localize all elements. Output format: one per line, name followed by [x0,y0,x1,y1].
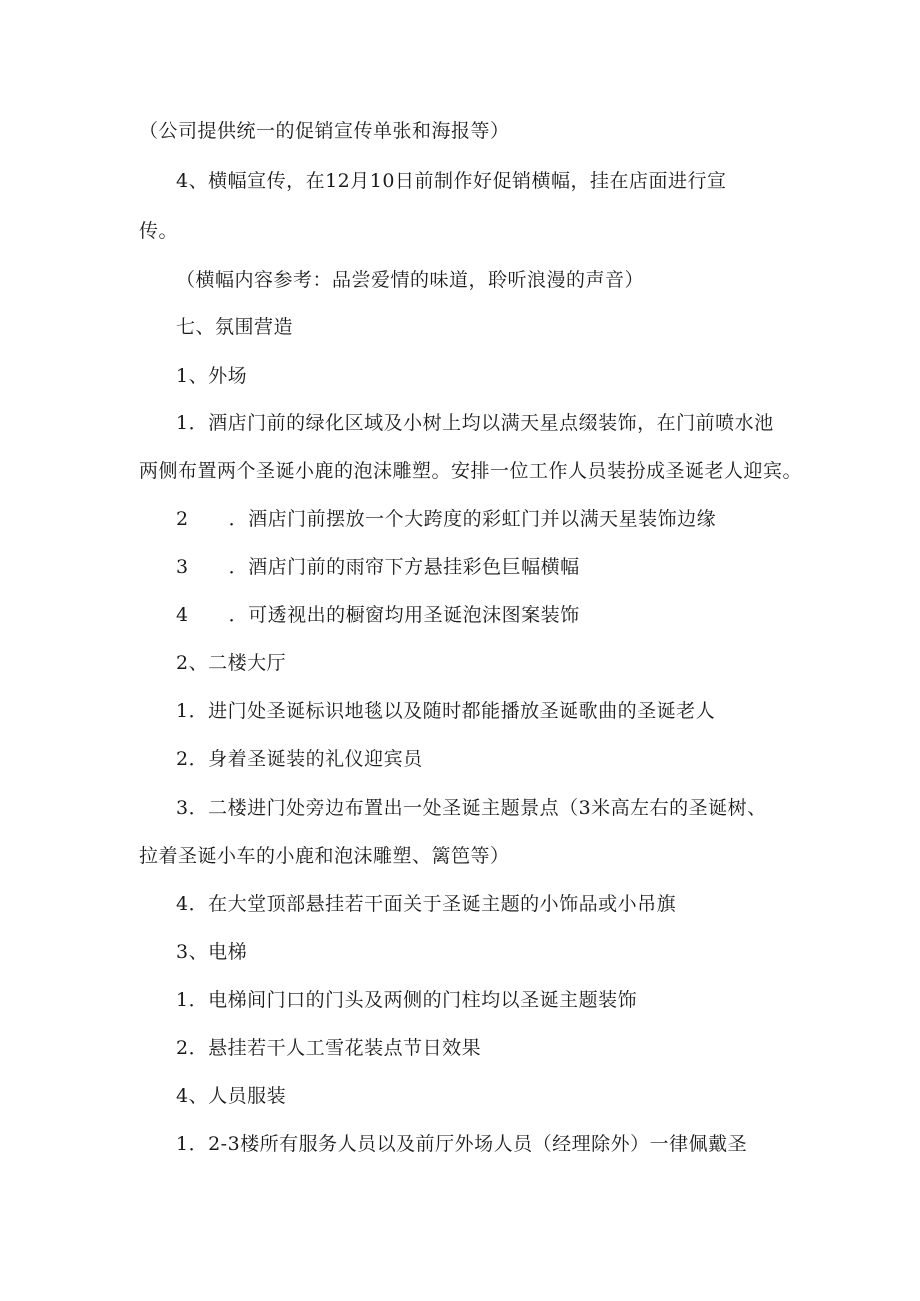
paragraph-line: 拉着圣诞小车的小鹿和泡沫雕塑、篱笆等） [139,845,510,867]
paragraph-line: 两侧布置两个圣诞小鹿的泡沫雕塑。安排一位工作人员装扮成圣诞老人迎宾。 [139,460,803,482]
subsection-heading: 4、人员服装 [176,1085,287,1107]
subsection-heading: 1、外场 [176,365,248,387]
section-heading: 七、氛围营造 [176,316,294,338]
list-item: 1．进门处圣诞标识地毯以及随时都能播放圣诞歌曲的圣诞老人 [176,700,716,722]
paragraph-line: 4、横幅宣传，在12月10日前制作好促销横幅，挂在店面进行宣 [176,170,727,192]
list-item: 2．身着圣诞装的礼仪迎宾员 [176,748,423,770]
list-text: ．可透视出的橱窗均用圣诞泡沫图案装饰 [228,604,580,626]
list-item: 1．电梯间门口的门头及两侧的门柱均以圣诞主题装饰 [176,989,638,1011]
list-item [176,603,580,627]
paragraph-line: 传。 [139,220,179,242]
list-number: 4 [176,604,189,626]
list-item [176,507,716,531]
paragraph-line: （横幅内容参考：品尝爱情的味道，聆听浪漫的声音） [176,269,645,291]
list-text: ．酒店门前的雨帘下方悬挂彩色巨幅横幅 [228,556,580,578]
list-item: 3．二楼进门处旁边布置出一处圣诞主题景点（3米高左右的圣诞树、 [176,797,767,819]
list-item: 4．在大堂顶部悬挂若干面关于圣诞主题的小饰品或小吊旗 [176,893,677,915]
subsection-heading: 3、电梯 [176,941,248,963]
subsection-heading: 2、二楼大厅 [176,652,287,674]
list-text: ．酒店门前摆放一个大跨度的彩虹门并以满天星装饰边缘 [228,508,717,530]
paragraph-line: （公司提供统一的促销宣传单张和海报等） [139,120,510,142]
list-number: 3 [176,556,189,578]
list-item: 1．2-3楼所有服务人员以及前厅外场人员（经理除外）一律佩戴圣 [176,1133,748,1155]
paragraph-line: 1．酒店门前的绿化区域及小树上均以满天星点缀装饰，在门前喷水池 [176,412,774,434]
list-item [176,555,580,579]
list-number: 2 [176,508,189,530]
list-item: 2．悬挂若干人工雪花装点节日效果 [176,1037,482,1059]
